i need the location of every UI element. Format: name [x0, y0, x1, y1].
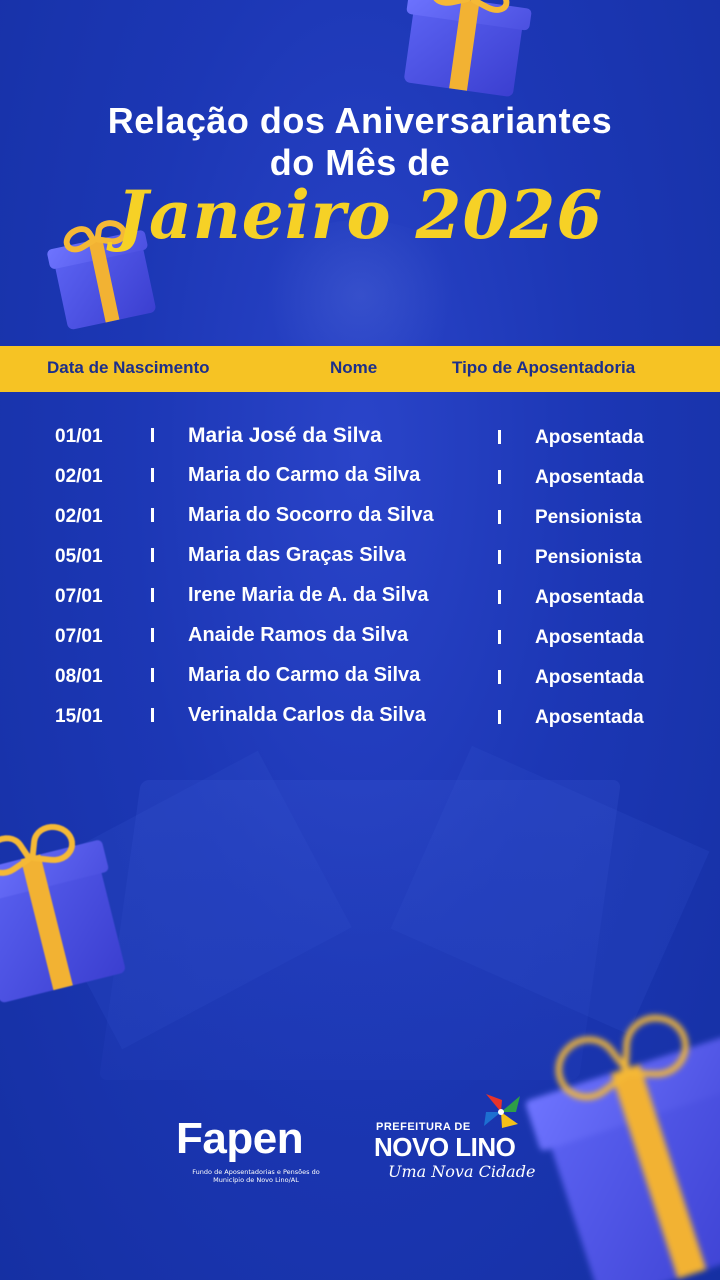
row-type: Aposentada — [535, 707, 644, 728]
row-type: Aposentada — [535, 667, 644, 688]
row-type: Aposentada — [535, 427, 644, 448]
row-name: Maria do Socorro da Silva — [188, 504, 434, 526]
pinwheel-icon — [478, 1090, 524, 1134]
row-date: 08/01 — [55, 666, 103, 687]
fapen-logo — [176, 1116, 336, 1184]
row-name: Maria do Carmo da Silva — [188, 664, 421, 686]
row-type: Aposentada — [535, 587, 644, 608]
row-separator — [498, 430, 501, 444]
table-header-bar — [0, 346, 720, 392]
row-name: Maria das Graças Silva — [188, 544, 406, 566]
header-type: Tipo de Aposentadoria — [452, 358, 636, 377]
row-separator — [151, 668, 154, 682]
birthday-list — [0, 418, 720, 738]
row-date: 02/01 — [55, 466, 103, 487]
prefeitura-slogan: Uma Nova Cidade — [388, 1162, 536, 1181]
row-separator — [151, 628, 154, 642]
row-separator — [498, 590, 501, 604]
header-name: Nome — [330, 358, 378, 377]
row-separator — [498, 670, 501, 684]
row-separator — [151, 428, 154, 442]
heading-month: Janeiro 2026 — [116, 176, 604, 254]
prefeitura-name: NOVO LINO — [374, 1132, 516, 1162]
fapen-logo-name: Fapen — [176, 1114, 304, 1163]
table-row — [0, 658, 720, 698]
row-separator — [151, 508, 154, 522]
row-name: Irene Maria de A. da Silva — [188, 584, 429, 606]
row-separator — [151, 588, 154, 602]
row-date: 15/01 — [55, 706, 103, 727]
row-separator — [498, 710, 501, 724]
row-date: 07/01 — [55, 626, 103, 647]
row-date: 07/01 — [55, 586, 103, 607]
row-separator — [151, 468, 154, 482]
table-row — [0, 618, 720, 658]
background-open-box — [99, 780, 621, 1080]
row-date: 02/01 — [55, 506, 103, 527]
row-separator — [498, 630, 501, 644]
fapen-logo-subtitle: Fundo de Aposentadorias e Pensões do Município de Novo Lino/AL — [192, 1168, 320, 1184]
table-row — [0, 578, 720, 618]
gift-icon — [404, 0, 527, 97]
row-name: Anaide Ramos da Silva — [188, 624, 409, 646]
heading-line-2: do Mês de — [269, 142, 451, 183]
prefeitura-prefix: PREFEITURA DE — [376, 1121, 471, 1133]
poster-heading — [0, 100, 720, 184]
row-type: Pensionista — [535, 507, 642, 528]
row-name: Maria José da Silva — [188, 424, 382, 447]
header-date: Data de Nascimento — [47, 358, 210, 377]
row-date: 05/01 — [55, 546, 103, 567]
row-separator — [151, 708, 154, 722]
row-name: Verinalda Carlos da Silva — [188, 704, 426, 726]
table-row — [0, 418, 720, 458]
row-separator — [498, 550, 501, 564]
heading-line-1: Relação dos Aniversariantes — [107, 100, 613, 141]
row-separator — [498, 470, 501, 484]
table-row — [0, 538, 720, 578]
row-type: Aposentada — [535, 627, 644, 648]
table-row — [0, 498, 720, 538]
row-type: Pensionista — [535, 547, 642, 568]
table-row — [0, 698, 720, 738]
row-separator — [498, 510, 501, 524]
row-type: Aposentada — [535, 467, 644, 488]
table-row — [0, 458, 720, 498]
row-separator — [151, 548, 154, 562]
row-name: Maria do Carmo da Silva — [188, 464, 421, 486]
row-date: 01/01 — [55, 426, 103, 447]
